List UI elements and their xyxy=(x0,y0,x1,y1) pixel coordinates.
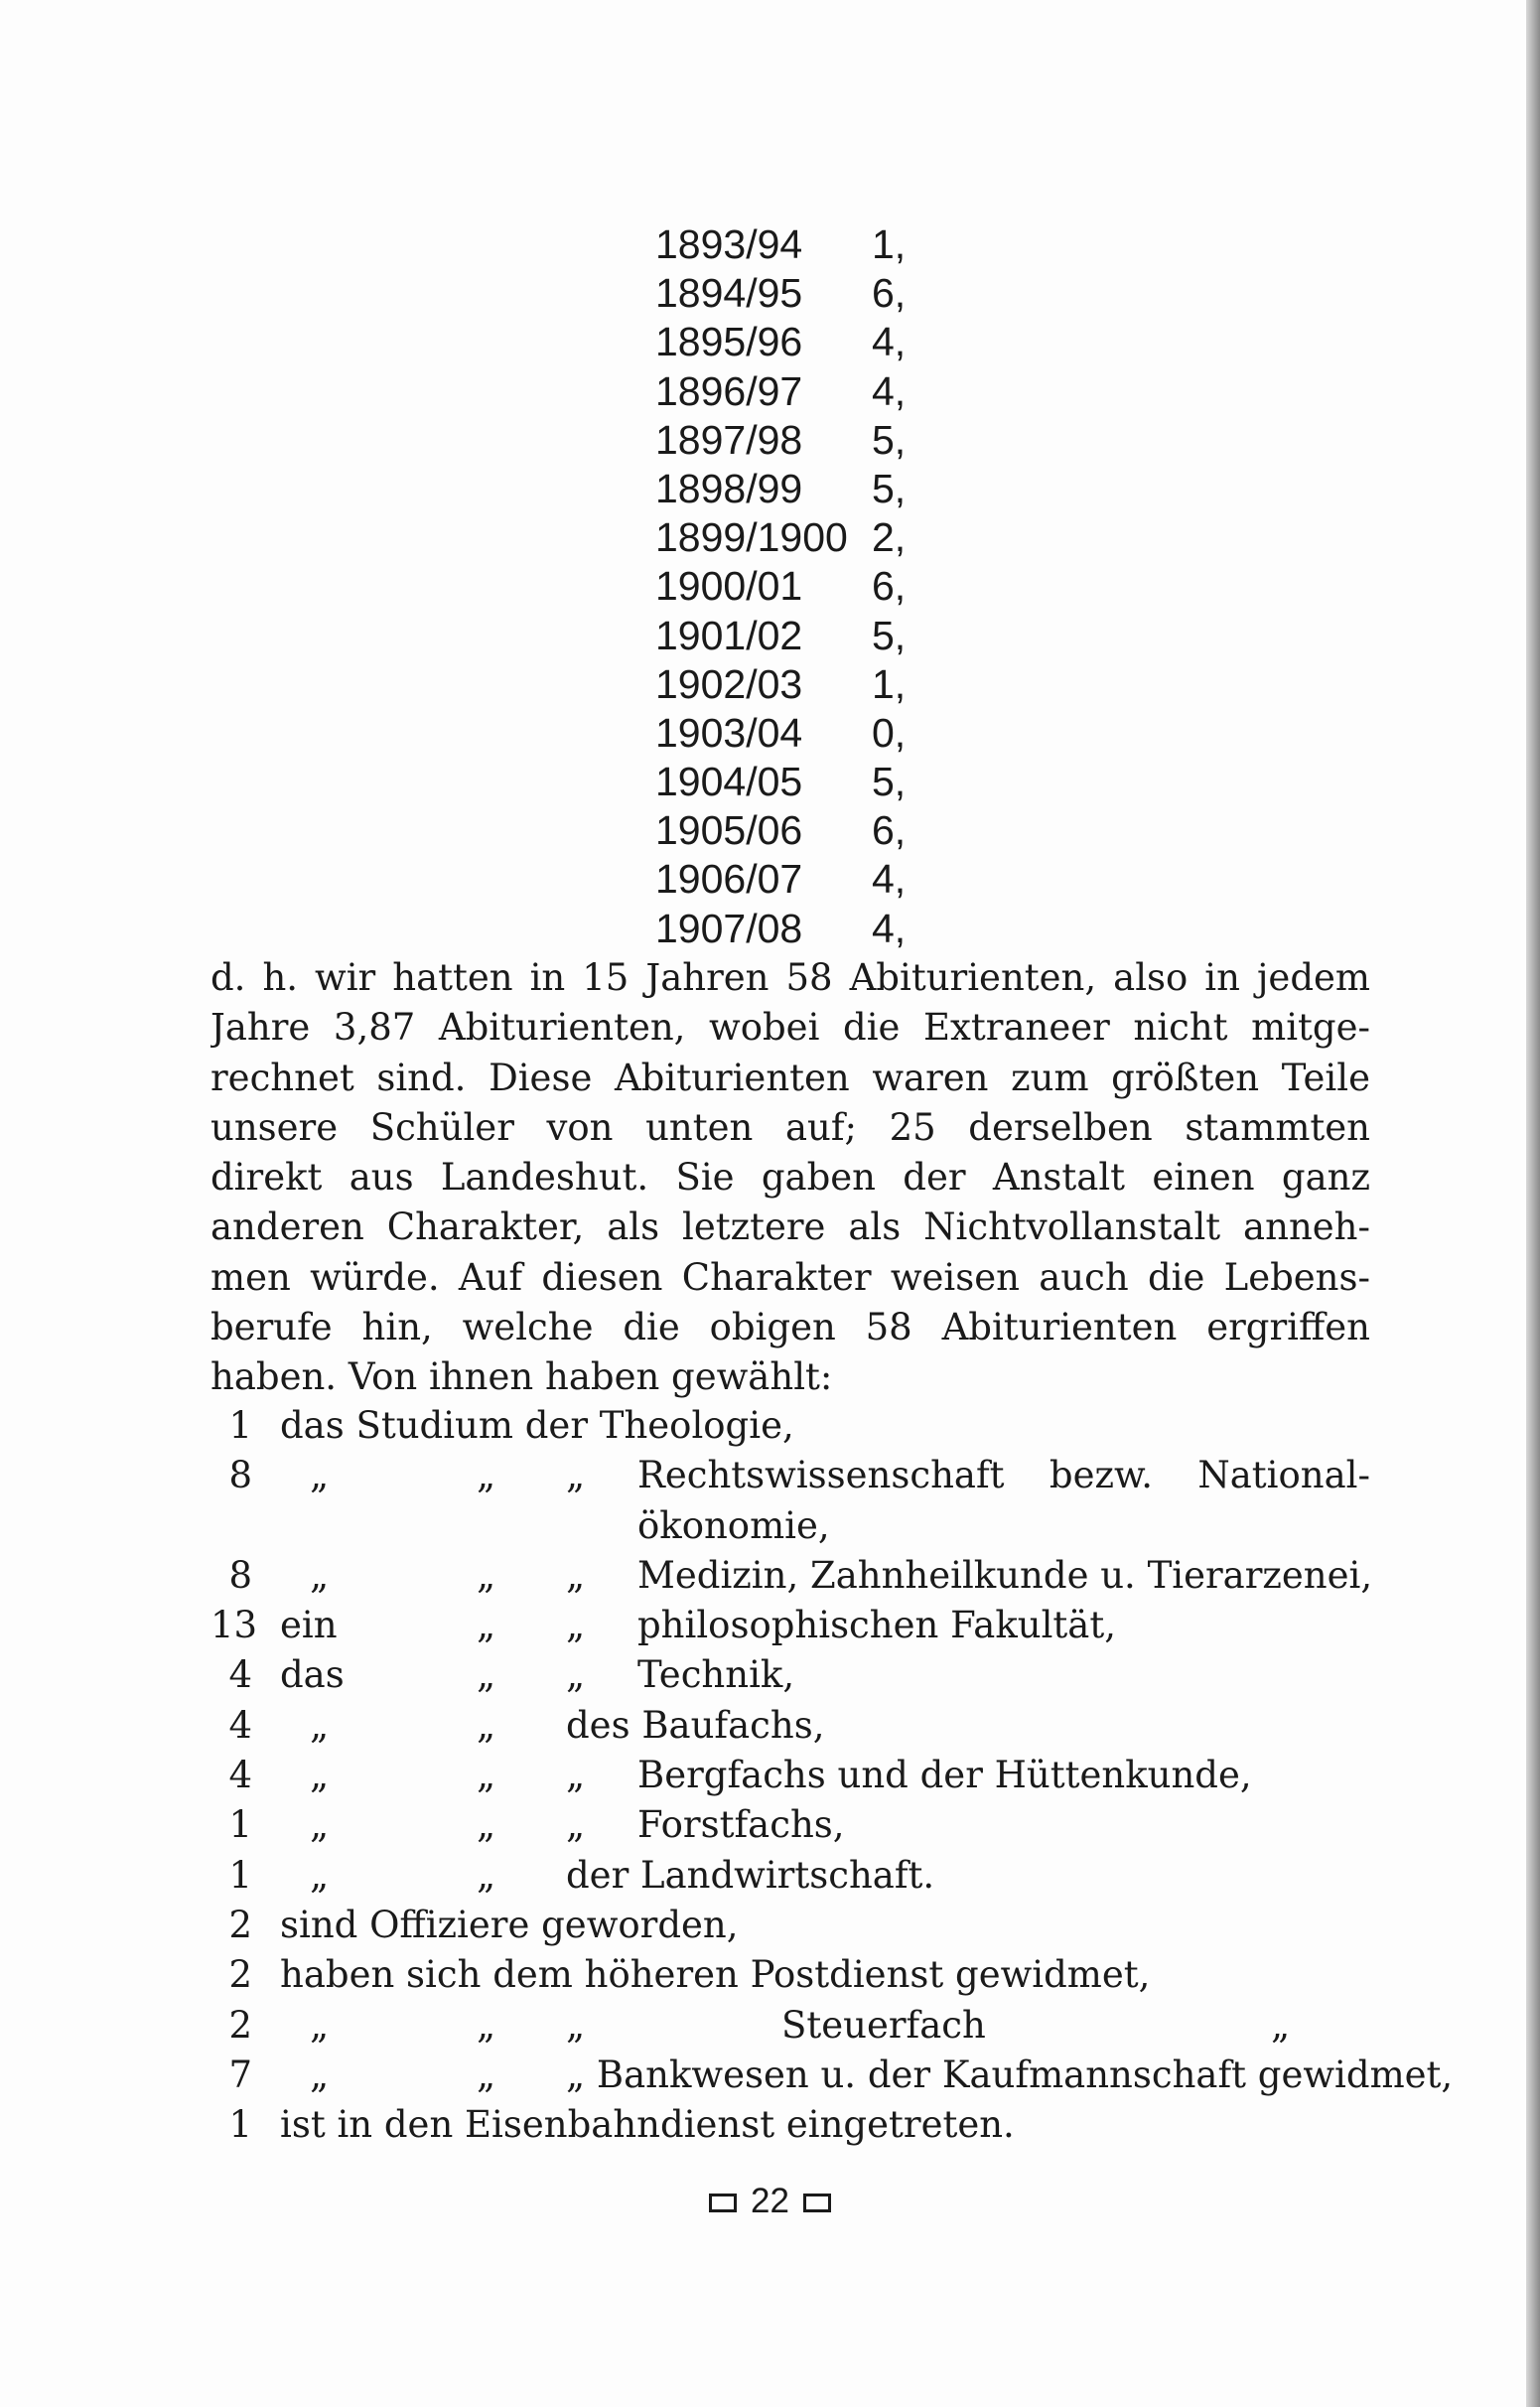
item-subject: „ Bankwesen u. der Kaufmannschaft gewidmet, xyxy=(566,2053,1454,2096)
list-item xyxy=(210,1451,1370,1500)
year-count: 4, xyxy=(872,319,907,365)
item-subject: Steuerfach xyxy=(781,2003,986,2047)
item-subject: Forstfachs, xyxy=(637,1803,845,1847)
ditto-mark: „ xyxy=(566,1553,586,1597)
ditto-mark: „ xyxy=(477,1853,496,1897)
item-count: 2 xyxy=(228,1953,252,1997)
ditto-mark: „ xyxy=(477,1604,496,1647)
paragraph-line: d. h. wir hatten in 15 Jahren 58 Abiturienten, also in jedem xyxy=(210,956,1370,999)
item-count: 8 xyxy=(228,1454,252,1497)
year-label: 1894/95 xyxy=(655,270,803,317)
item-article: ein xyxy=(280,1604,338,1647)
list-item xyxy=(210,1800,1370,1850)
paragraph-line: haben. Von ihnen haben gewählt: xyxy=(210,1355,833,1399)
ditto-mark: „ xyxy=(477,1754,496,1797)
list-item xyxy=(210,2001,1370,2051)
item-count: 1 xyxy=(228,1404,252,1447)
paragraph-line: anderen Charakter, als letztere als Nichtvollanstalt anneh- xyxy=(210,1205,1370,1249)
year-row xyxy=(655,367,931,416)
year-count: 5, xyxy=(872,759,907,805)
list-item xyxy=(210,2051,1454,2100)
year-row xyxy=(655,318,931,366)
item-article: das xyxy=(280,1653,345,1697)
list-item xyxy=(210,1650,1370,1700)
ditto-mark: „ xyxy=(477,2053,496,2096)
ditto-mark: „ xyxy=(310,2053,330,2096)
item-text: das Studium der Theologie, xyxy=(280,1404,794,1447)
list-item xyxy=(210,1501,1370,1551)
abiturienten-year-table xyxy=(655,220,931,953)
list-item xyxy=(210,1401,1370,1451)
year-count: 0, xyxy=(872,709,907,756)
ditto-mark: „ xyxy=(566,1454,586,1497)
year-label: 1905/06 xyxy=(655,807,803,854)
year-label: 1902/03 xyxy=(655,660,803,707)
ditto-mark: „ xyxy=(310,1803,330,1847)
year-count: 1, xyxy=(872,660,907,707)
year-label: 1900/01 xyxy=(655,563,803,610)
year-row xyxy=(655,612,931,660)
year-label: 1907/08 xyxy=(655,905,803,951)
list-item xyxy=(210,2100,1370,2150)
item-count: 7 xyxy=(228,2053,252,2096)
ditto-mark: „ xyxy=(477,1454,496,1497)
item-text: sind Offiziere geworden, xyxy=(280,1903,739,1946)
ditto-mark: „ xyxy=(566,2003,586,2047)
ditto-mark: „ xyxy=(566,1754,586,1797)
year-label: 1901/02 xyxy=(655,612,803,658)
page-footer xyxy=(0,2177,1540,2226)
year-label: 1893/94 xyxy=(655,221,803,267)
item-count: 2 xyxy=(228,1903,252,1946)
item-text: haben sich dem höheren Postdienst gewidmet, xyxy=(280,1953,1151,1997)
paragraph-line: unsere Schüler von unten auf; 25 derselben stammten xyxy=(210,1105,1370,1149)
year-count: 6, xyxy=(872,807,907,854)
item-count: 13 xyxy=(210,1604,258,1647)
paragraph-line: rechnet sind. Diese Abiturienten waren zum größten Teile xyxy=(210,1056,1370,1099)
year-label: 1903/04 xyxy=(655,709,803,756)
page-edge-shadow xyxy=(1526,0,1540,2407)
ornament-box-left xyxy=(709,2194,737,2212)
year-count: 6, xyxy=(872,563,907,610)
year-count: 4, xyxy=(872,367,907,414)
year-label: 1898/99 xyxy=(655,465,803,511)
item-count: 4 xyxy=(228,1703,252,1747)
item-subject: Rechtswissenschaft bezw. National- xyxy=(637,1454,1370,1497)
item-subject: Bergfachs und der Hüttenkunde, xyxy=(637,1754,1252,1797)
year-label: 1897/98 xyxy=(655,416,803,463)
item-continuation: ökonomie, xyxy=(637,1503,830,1547)
item-subject: der Landwirtschaft. xyxy=(566,1853,935,1897)
item-subject: Medizin, Zahnheilkunde u. Tierarzenei, xyxy=(637,1553,1373,1597)
ornament-box-right xyxy=(803,2194,831,2212)
year-row xyxy=(655,513,931,562)
item-subject: des Baufachs, xyxy=(566,1703,825,1747)
ditto-mark: „ xyxy=(310,1853,330,1897)
item-count: 4 xyxy=(228,1653,252,1697)
paragraph-line: berufe hin, welche die obigen 58 Abiturienten ergriffen xyxy=(210,1306,1370,1349)
item-count: 4 xyxy=(228,1754,252,1797)
year-row xyxy=(655,905,931,953)
list-item xyxy=(210,1901,1370,1950)
year-label: 1896/97 xyxy=(655,367,803,414)
year-count: 5, xyxy=(872,416,907,463)
list-item xyxy=(210,1551,1373,1601)
ditto-mark: „ xyxy=(477,1553,496,1597)
year-row xyxy=(655,465,931,513)
year-row xyxy=(655,709,931,758)
year-label: 1895/96 xyxy=(655,319,803,365)
year-count: 6, xyxy=(872,270,907,317)
year-row xyxy=(655,416,931,465)
item-count: 1 xyxy=(228,2103,252,2147)
year-count: 1, xyxy=(872,221,907,267)
list-item xyxy=(210,1851,1370,1901)
year-row xyxy=(655,855,931,904)
ditto-mark: „ xyxy=(566,1803,586,1847)
ditto-mark: „ xyxy=(477,1803,496,1847)
year-row xyxy=(655,269,931,318)
ditto-mark: „ xyxy=(310,1454,330,1497)
paragraph-line: direkt aus Landeshut. Sie gaben der Anstalt einen ganz xyxy=(210,1156,1370,1200)
item-subject: Technik, xyxy=(637,1653,795,1697)
item-count: 2 xyxy=(228,2003,252,2047)
item-count: 8 xyxy=(228,1553,252,1597)
item-count: 1 xyxy=(228,1853,252,1897)
paragraph-line: Jahre 3,87 Abiturienten, wobei die Extraneer nicht mitge- xyxy=(210,1006,1370,1050)
year-label: 1906/07 xyxy=(655,856,803,903)
year-row xyxy=(655,806,931,855)
year-row xyxy=(655,562,931,611)
list-item xyxy=(210,1950,1370,2000)
page-number: 22 xyxy=(751,2182,789,2220)
year-row xyxy=(655,220,931,269)
ditto-mark: „ xyxy=(310,1553,330,1597)
year-count: 5, xyxy=(872,465,907,511)
item-count: 1 xyxy=(228,1803,252,1847)
year-label: 1899/1900 xyxy=(655,514,848,561)
year-row xyxy=(655,758,931,806)
year-count: 5, xyxy=(872,612,907,658)
item-text: ist in den Eisenbahndienst eingetreten. xyxy=(280,2103,1015,2147)
ditto-mark: „ xyxy=(477,2003,496,2047)
year-count: 4, xyxy=(872,905,907,951)
ditto-mark: „ xyxy=(566,1604,586,1647)
ditto-mark: „ xyxy=(1271,2003,1291,2047)
ditto-mark: „ xyxy=(310,2003,330,2047)
list-item xyxy=(210,1701,1370,1751)
year-label: 1904/05 xyxy=(655,759,803,805)
year-count: 4, xyxy=(872,856,907,903)
paragraph-line: men würde. Auf diesen Charakter weisen auch die Lebens- xyxy=(210,1255,1370,1299)
ditto-mark: „ xyxy=(566,1653,586,1697)
year-count: 2, xyxy=(872,514,907,561)
career-list xyxy=(210,1401,1454,2150)
list-item xyxy=(210,1601,1370,1650)
item-subject: philosophischen Fakultät, xyxy=(637,1604,1116,1647)
ditto-mark: „ xyxy=(310,1754,330,1797)
body-paragraph xyxy=(210,953,1370,1403)
list-item xyxy=(210,1751,1370,1800)
ditto-mark: „ xyxy=(477,1653,496,1697)
ditto-mark: „ xyxy=(477,1703,496,1747)
ditto-mark: „ xyxy=(310,1703,330,1747)
year-row xyxy=(655,660,931,709)
